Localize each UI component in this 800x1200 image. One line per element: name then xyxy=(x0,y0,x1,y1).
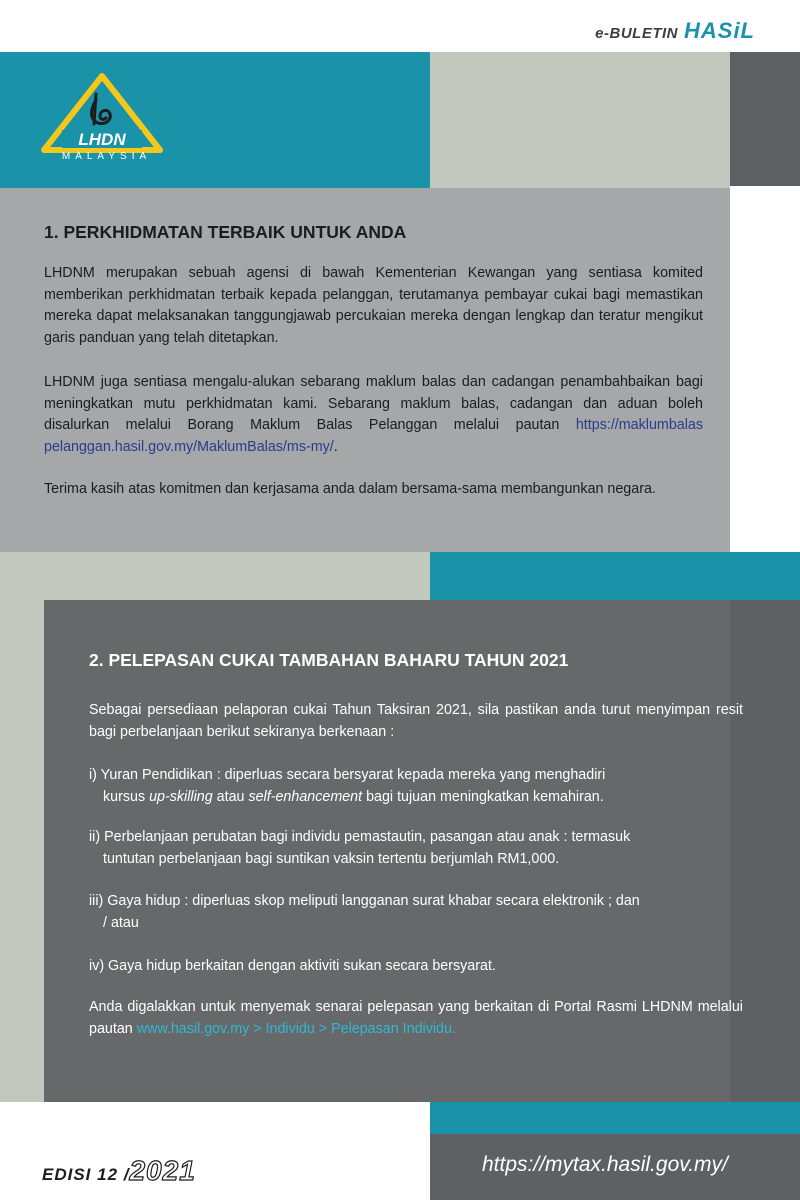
decor-block-teal-mid xyxy=(430,552,800,600)
section2-intro: Sebagai persediaan pelaporan cukai Tahun Taksiran 2021, sila pastikan anda turut menyimpan resit bagi perbelanjaan berikut sekiranya berkenaan : xyxy=(89,702,743,740)
section1-paragraph-2-end: . xyxy=(333,438,338,455)
relief-item-3-line-1: iii) Gaya hidup : diperluas skop meliputi langganan surat khabar secara elektronik ; dan xyxy=(89,893,640,909)
decor-block-sage-top xyxy=(430,52,730,188)
logo-subtitle: MALAYSIA xyxy=(61,151,152,162)
decor-block-white-right xyxy=(730,186,800,552)
relief-portal-link[interactable]: www.hasil.gov.my > Individu > Pelepasan Individu. xyxy=(136,1020,456,1037)
relief-item-2-line-2: tuntutan perbelanjaan bagi suntikan vaksin tertentu berjumlah RM1,000. xyxy=(103,850,560,867)
section2-title: 2. PELEPASAN CUKAI TAMBAHAN BAHARU TAHUN 2021 xyxy=(89,650,569,670)
edition-label xyxy=(42,1155,196,1187)
section1-paragraph-2-text: LHDNM juga sentiasa mengalu-alukan sebarang maklum balas dan cadangan penambahbaikan bagi meningkatkan mutu perkhidmatan kami. Sebarang maklum balas, cadangan dan aduan boleh disalurkan melalui Borang Maklum Balas Pelanggan melalui pautan xyxy=(44,374,703,433)
section1-paragraph-3: Terima kasih atas komitmen dan kerjasama anda dalam bersama-sama membangunkan negara. xyxy=(44,481,656,497)
section1-paragraph-1: LHDNM merupakan sebuah agensi di bawah Kementerian Kewangan yang sentiasa komited memberikan perkhidmatan terbaik kepada pelanggan, terutamanya pembayar cukai bagi memastikan mereka dapat melaksanakan tanggungjawab percukaian mereka dengan lengkap dan teratur mengikut garis panduan yang telah ditetapkan. xyxy=(44,265,703,346)
decor-block-white-bottom xyxy=(0,1102,430,1132)
relief-item-1-line-1: i) Yuran Pendidikan : diperluas secara bersyarat kepada mereka yang menghadiri xyxy=(89,767,606,783)
feedback-link[interactable]: https://maklumbalas pelanggan.hasil.gov.my/MaklumBalas/ms-my/ xyxy=(44,417,703,455)
decor-block-teal-bottom xyxy=(430,1102,800,1134)
relief-item-1 xyxy=(89,765,743,808)
relief-item-4: iv) Gaya hidup berkaitan dengan aktiviti sukan secara bersyarat. xyxy=(89,958,496,974)
logo-name: LHDN xyxy=(78,130,126,149)
relief-item-2 xyxy=(89,827,743,870)
bulletin-brand xyxy=(595,18,755,44)
mytax-link[interactable]: https://mytax.hasil.gov.my/ xyxy=(482,1153,728,1176)
brand-prefix: e-BULETIN xyxy=(595,25,678,42)
relief-item-2-line-1: ii) Perbelanjaan perubatan bagi individu pemastautin, pasangan atau anak : termasuk xyxy=(89,829,631,845)
edition-number: EDISI 12 / xyxy=(42,1165,130,1184)
relief-item-3-line-2: / atau xyxy=(103,914,139,931)
brand-name: HASiL xyxy=(684,18,755,43)
relief-item-1-line-2: kursus up-skilling atau self-enhancement bagi tujuan meningkatkan kemahiran. xyxy=(103,788,604,805)
edition-year: 2021 xyxy=(129,1155,196,1186)
section1-paragraph-2 xyxy=(44,372,703,458)
section1-title: 1. PERKHIDMATAN TERBAIK UNTUK ANDA xyxy=(44,222,407,242)
section2-outro xyxy=(89,997,743,1040)
section2-outro-text: Anda digalakkan untuk menyemak senarai pelepasan yang berkaitan di Portal Rasmi LHDNM melalui pautan xyxy=(89,999,743,1037)
relief-item-3 xyxy=(89,891,743,934)
decor-block-dark-top xyxy=(730,52,800,186)
